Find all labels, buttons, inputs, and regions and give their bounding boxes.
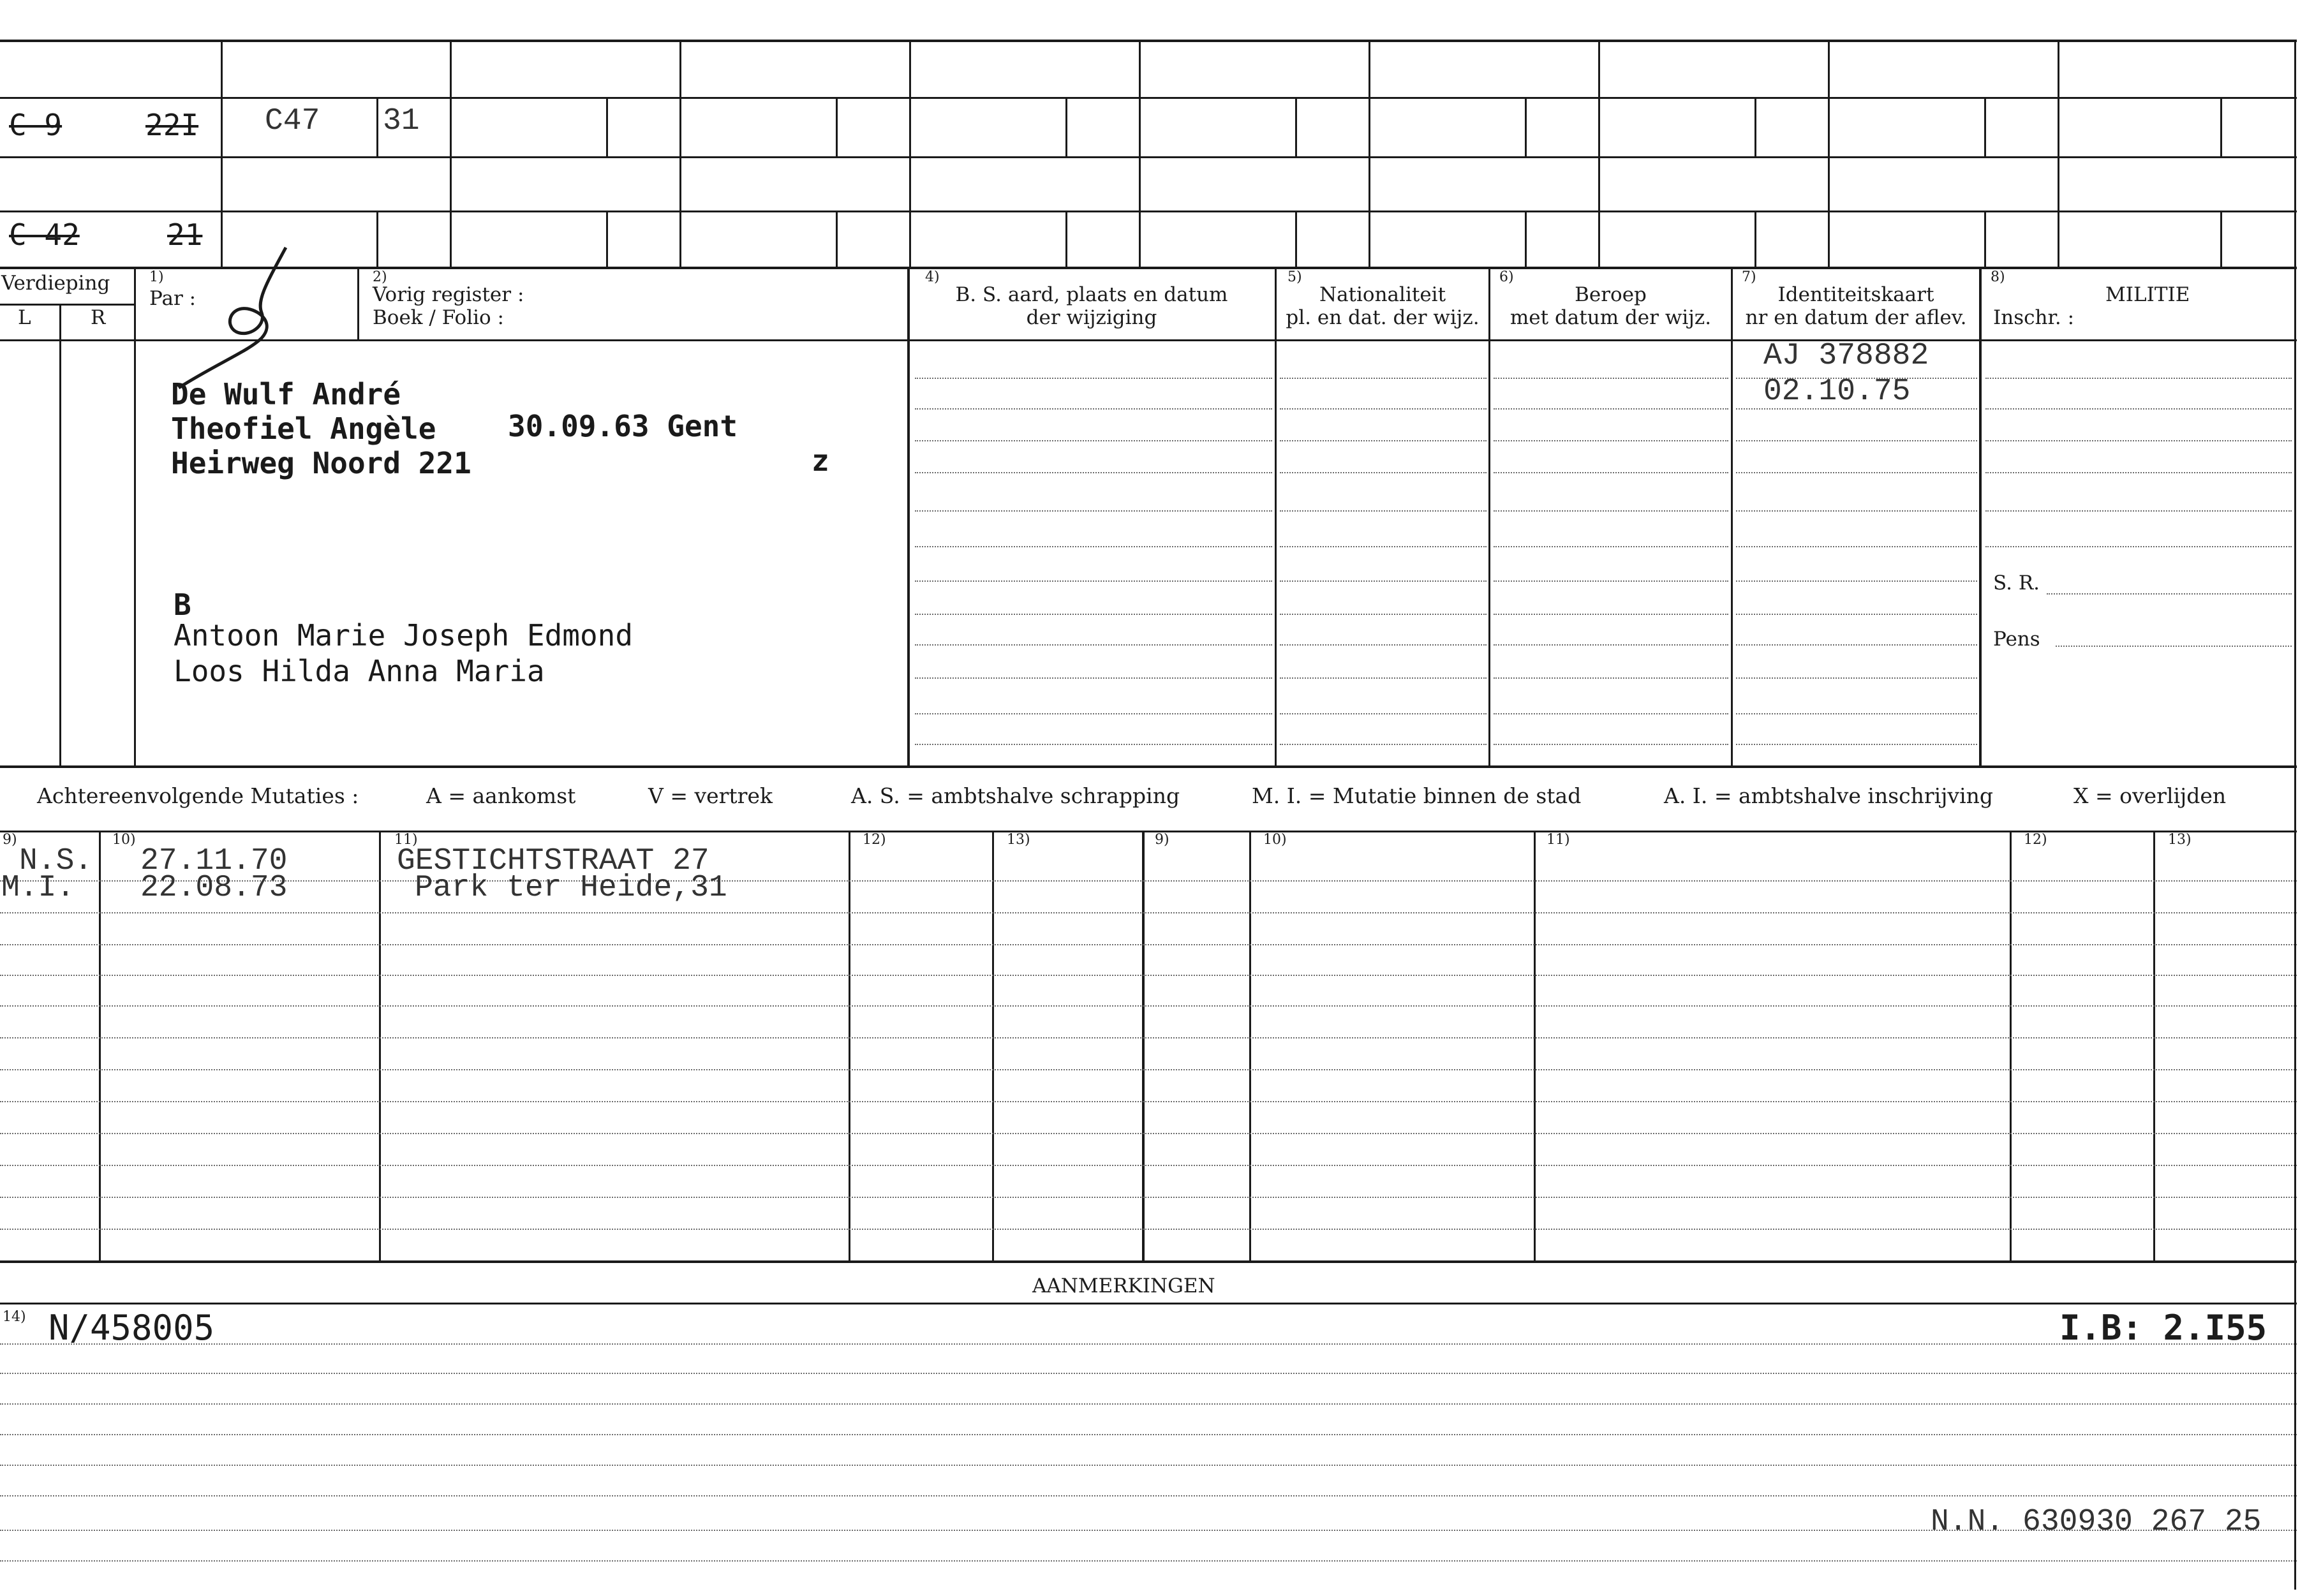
- col-num-4: 4): [925, 269, 940, 285]
- remarks-title: AANMERKINGEN: [1032, 1275, 1215, 1297]
- header-beroep-line2: met datum der wijz.: [1510, 306, 1712, 329]
- header-r: R: [91, 306, 106, 329]
- person-address: Heirweg Noord 221: [171, 446, 471, 480]
- legend-v: V = vertrek: [648, 783, 773, 808]
- mutation-2-type: M.I.: [1, 871, 75, 905]
- col-num-5: 5): [1287, 269, 1302, 285]
- code-row2-a: C 42: [9, 218, 80, 252]
- partner-line1: Antoon Marie Joseph Edmond: [174, 618, 634, 653]
- remarks-top-rule: [0, 1303, 2297, 1304]
- person-birth: 30.09.63 Gent: [508, 409, 738, 443]
- header-nat-line1: Nationaliteit: [1319, 283, 1446, 306]
- header-vorig-register: Vorig register :: [373, 283, 524, 306]
- id-card-number: AJ 378882: [1763, 339, 1929, 373]
- mut-col-10-right: 10): [1263, 832, 1287, 848]
- remarks-ref: N/458005: [48, 1308, 215, 1348]
- militie-pens: Pens: [1993, 628, 2040, 651]
- mut-col-13-right: 13): [2168, 832, 2192, 848]
- mutation-2-date: 22.08.73: [140, 871, 288, 905]
- mutation-2-address: Park ter Heide,31: [415, 871, 727, 905]
- militie-sr: S. R.: [1993, 572, 2040, 595]
- code-row1-a: C 9: [9, 108, 63, 142]
- remarks-num: 14): [3, 1309, 26, 1325]
- header-bs-line1: B. S. aard, plaats en datum: [955, 283, 1228, 306]
- header-l: L: [18, 306, 31, 329]
- mut-col-10-left: 10): [112, 832, 136, 848]
- mutation-1-type: N.S.: [19, 844, 93, 878]
- mut-col-11-left: 11): [394, 832, 418, 848]
- header-beroep-line1: Beroep: [1575, 283, 1647, 306]
- partner-line2: Loos Hilda Anna Maria: [174, 654, 545, 688]
- col-num-7: 7): [1742, 269, 1756, 285]
- col-num-1: 1): [149, 269, 164, 285]
- legend-title: Achtereenvolgende Mutaties :: [37, 783, 359, 808]
- remarks-ib: I.B: 2.I55: [2059, 1308, 2267, 1348]
- person-mark: z: [812, 443, 829, 478]
- legend-as: A. S. = ambtshalve schrapping: [851, 783, 1180, 808]
- header-militie: MILITIE: [2105, 283, 2190, 306]
- header-inschr: Inschr. :: [1993, 306, 2075, 329]
- handwritten-mark: [166, 242, 293, 395]
- legend-a: A = aankomst: [426, 783, 576, 808]
- person-name: De Wulf André: [171, 377, 401, 411]
- mut-col-9-right: 9): [1155, 832, 1169, 848]
- mutation-1-address: GESTICHTSTRAAT 27: [397, 844, 709, 878]
- col-num-2: 2): [373, 269, 387, 285]
- code-row1-c: C47: [265, 104, 320, 138]
- header-nat-line2: pl. en dat. der wijz.: [1286, 306, 1480, 329]
- mut-col-12-left: 12): [863, 832, 886, 848]
- code-row1-b: 22I: [145, 108, 199, 142]
- person-b-label: B: [174, 587, 191, 622]
- mut-col-12-right: 12): [2024, 832, 2047, 848]
- header-verdieping: Verdieping: [1, 272, 110, 295]
- code-row1-d: 31: [383, 104, 420, 138]
- legend-ai: A. I. = ambtshalve inschrijving: [1664, 783, 1994, 808]
- id-card-date: 02.10.75: [1763, 374, 1911, 409]
- col-num-8: 8): [1991, 269, 2005, 285]
- person-parents: Theofiel Angèle: [171, 411, 436, 446]
- header-id-line1: Identiteitskaart: [1777, 283, 1934, 306]
- national-number: N.N. 630930 267 25: [1931, 1505, 2262, 1539]
- mut-col-13-left: 13): [1007, 832, 1030, 848]
- header-bs-line2: der wijziging: [1026, 306, 1157, 329]
- mutation-1-date: 27.11.70: [140, 844, 288, 878]
- header-par: Par :: [149, 287, 197, 310]
- header-boek-folio: Boek / Folio :: [373, 306, 504, 329]
- code-row2-b: 21: [167, 218, 203, 252]
- col-num-6: 6): [1499, 269, 1514, 285]
- legend-x: X = overlijden: [2073, 783, 2227, 808]
- header-id-line2: nr en datum der aflev.: [1745, 306, 1967, 329]
- legend-mi: M. I. = Mutatie binnen de stad: [1252, 783, 1582, 808]
- mut-col-9-left: 9): [3, 832, 17, 848]
- mut-col-11-right: 11): [1547, 832, 1570, 848]
